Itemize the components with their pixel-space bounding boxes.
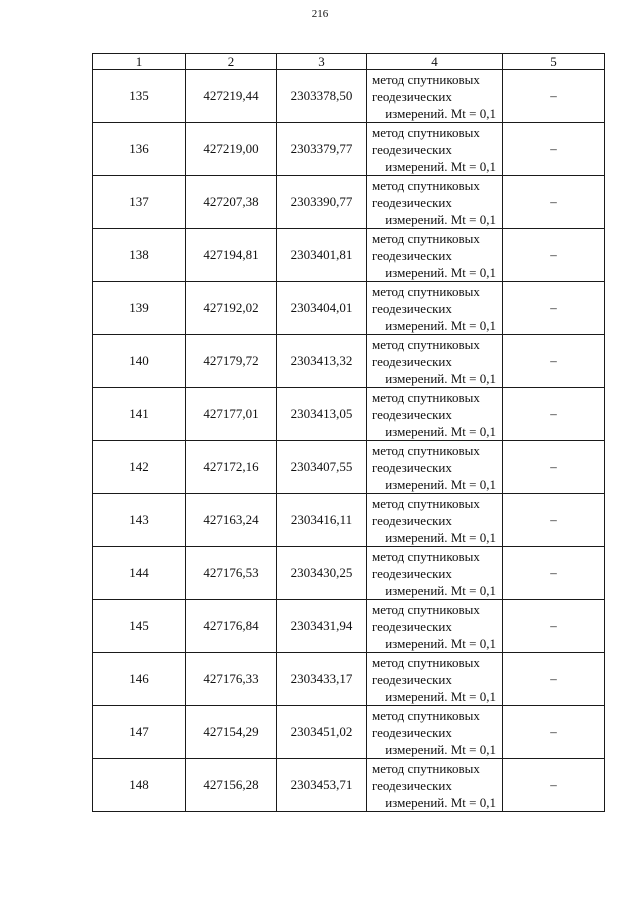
method-line-3: измерений. Mt = 0,1: [385, 741, 496, 757]
note-cell: –: [503, 494, 605, 547]
y-coordinate-cell: 2303451,02: [277, 706, 367, 759]
method-cell: [367, 653, 503, 706]
method-cell: [367, 388, 503, 441]
method-line-1: метод спутниковых: [372, 495, 480, 511]
note-cell: –: [503, 282, 605, 335]
method-line-2: геодезических: [372, 565, 452, 581]
point-number-cell: 148: [93, 759, 186, 812]
x-coordinate-cell: 427176,53: [186, 547, 277, 600]
note-cell: –: [503, 123, 605, 176]
point-number-cell: 144: [93, 547, 186, 600]
point-number-cell: 142: [93, 441, 186, 494]
x-coordinate-cell: 427176,33: [186, 653, 277, 706]
point-number-cell: 136: [93, 123, 186, 176]
table-row: [93, 70, 605, 123]
method-line-2: геодезических: [372, 406, 452, 422]
y-coordinate-cell: 2303433,17: [277, 653, 367, 706]
method-line-1: метод спутниковых: [372, 124, 480, 140]
point-number-cell: 143: [93, 494, 186, 547]
table-row: [93, 653, 605, 706]
method-line-2: геодезических: [372, 512, 452, 528]
method-cell: [367, 229, 503, 282]
table-row: [93, 229, 605, 282]
method-line-1: метод спутниковых: [372, 389, 480, 405]
method-line-3: измерений. Mt = 0,1: [385, 794, 496, 810]
method-cell: [367, 176, 503, 229]
x-coordinate-cell: 427219,00: [186, 123, 277, 176]
point-number-cell: 137: [93, 176, 186, 229]
table-row: [93, 600, 605, 653]
method-line-2: геодезических: [372, 459, 452, 475]
method-line-3: измерений. Mt = 0,1: [385, 317, 496, 333]
method-line-2: геодезических: [372, 724, 452, 740]
method-line-3: измерений. Mt = 0,1: [385, 688, 496, 704]
table-row: [93, 441, 605, 494]
point-number-cell: 140: [93, 335, 186, 388]
method-line-1: метод спутниковых: [372, 654, 480, 670]
header-col-1: 1: [93, 54, 186, 70]
table-header: [93, 54, 605, 70]
method-cell: [367, 759, 503, 812]
y-coordinate-cell: 2303407,55: [277, 441, 367, 494]
x-coordinate-cell: 427207,38: [186, 176, 277, 229]
method-line-2: геодезических: [372, 671, 452, 687]
header-col-2: 2: [186, 54, 277, 70]
method-cell: [367, 441, 503, 494]
method-line-1: метод спутниковых: [372, 601, 480, 617]
method-cell: [367, 600, 503, 653]
method-line-2: геодезических: [372, 353, 452, 369]
y-coordinate-cell: 2303416,11: [277, 494, 367, 547]
method-line-1: метод спутниковых: [372, 230, 480, 246]
point-number-cell: 139: [93, 282, 186, 335]
table-row: [93, 494, 605, 547]
note-cell: –: [503, 547, 605, 600]
y-coordinate-cell: 2303404,01: [277, 282, 367, 335]
point-number-cell: 147: [93, 706, 186, 759]
x-coordinate-cell: 427194,81: [186, 229, 277, 282]
method-line-1: метод спутниковых: [372, 707, 480, 723]
note-cell: –: [503, 600, 605, 653]
note-cell: –: [503, 706, 605, 759]
point-number-cell: 138: [93, 229, 186, 282]
method-line-3: измерений. Mt = 0,1: [385, 370, 496, 386]
method-cell: [367, 123, 503, 176]
note-cell: –: [503, 759, 605, 812]
note-cell: –: [503, 70, 605, 123]
method-cell: [367, 282, 503, 335]
coordinates-table: [92, 53, 605, 812]
method-line-2: геодезических: [372, 194, 452, 210]
method-line-3: измерений. Mt = 0,1: [385, 635, 496, 651]
point-number-cell: 146: [93, 653, 186, 706]
note-cell: –: [503, 229, 605, 282]
method-line-1: метод спутниковых: [372, 442, 480, 458]
method-line-2: геодезических: [372, 141, 452, 157]
method-line-3: измерений. Mt = 0,1: [385, 582, 496, 598]
header-row: [93, 54, 605, 70]
header-col-3: 3: [277, 54, 367, 70]
x-coordinate-cell: 427219,44: [186, 70, 277, 123]
y-coordinate-cell: 2303413,32: [277, 335, 367, 388]
point-number-cell: 141: [93, 388, 186, 441]
x-coordinate-cell: 427177,01: [186, 388, 277, 441]
y-coordinate-cell: 2303401,81: [277, 229, 367, 282]
note-cell: –: [503, 388, 605, 441]
x-coordinate-cell: 427156,28: [186, 759, 277, 812]
method-cell: [367, 70, 503, 123]
table-row: [93, 176, 605, 229]
method-line-1: метод спутниковых: [372, 336, 480, 352]
method-line-3: измерений. Mt = 0,1: [385, 476, 496, 492]
y-coordinate-cell: 2303379,77: [277, 123, 367, 176]
y-coordinate-cell: 2303430,25: [277, 547, 367, 600]
header-col-4: 4: [367, 54, 503, 70]
y-coordinate-cell: 2303390,77: [277, 176, 367, 229]
x-coordinate-cell: 427154,29: [186, 706, 277, 759]
y-coordinate-cell: 2303378,50: [277, 70, 367, 123]
x-coordinate-cell: 427176,84: [186, 600, 277, 653]
method-line-3: измерений. Mt = 0,1: [385, 423, 496, 439]
method-line-2: геодезических: [372, 88, 452, 104]
note-cell: –: [503, 441, 605, 494]
x-coordinate-cell: 427172,16: [186, 441, 277, 494]
x-coordinate-cell: 427192,02: [186, 282, 277, 335]
method-line-3: измерений. Mt = 0,1: [385, 211, 496, 227]
x-coordinate-cell: 427179,72: [186, 335, 277, 388]
method-cell: [367, 706, 503, 759]
header-col-5: 5: [503, 54, 605, 70]
point-number-cell: 135: [93, 70, 186, 123]
method-line-3: измерений. Mt = 0,1: [385, 158, 496, 174]
page-number: 216: [311, 8, 329, 20]
method-line-2: геодезических: [372, 777, 452, 793]
method-line-1: метод спутниковых: [372, 548, 480, 564]
method-line-3: измерений. Mt = 0,1: [385, 529, 496, 545]
method-line-2: геодезических: [372, 247, 452, 263]
method-cell: [367, 335, 503, 388]
table-row: [93, 706, 605, 759]
x-coordinate-cell: 427163,24: [186, 494, 277, 547]
method-line-3: измерений. Mt = 0,1: [385, 264, 496, 280]
method-cell: [367, 547, 503, 600]
table-body: [93, 70, 605, 812]
note-cell: –: [503, 176, 605, 229]
note-cell: –: [503, 335, 605, 388]
method-line-1: метод спутниковых: [372, 71, 480, 87]
note-cell: –: [503, 653, 605, 706]
y-coordinate-cell: 2303431,94: [277, 600, 367, 653]
method-line-1: метод спутниковых: [372, 283, 480, 299]
table-row: [93, 123, 605, 176]
table-row: [93, 282, 605, 335]
method-line-1: метод спутниковых: [372, 760, 480, 776]
y-coordinate-cell: 2303413,05: [277, 388, 367, 441]
method-cell: [367, 494, 503, 547]
method-line-2: геодезических: [372, 300, 452, 316]
table-row: [93, 335, 605, 388]
table-row: [93, 759, 605, 812]
method-line-3: измерений. Mt = 0,1: [385, 105, 496, 121]
method-line-1: метод спутниковых: [372, 177, 480, 193]
point-number-cell: 145: [93, 600, 186, 653]
y-coordinate-cell: 2303453,71: [277, 759, 367, 812]
table-row: [93, 547, 605, 600]
table-row: [93, 388, 605, 441]
method-line-2: геодезических: [372, 618, 452, 634]
